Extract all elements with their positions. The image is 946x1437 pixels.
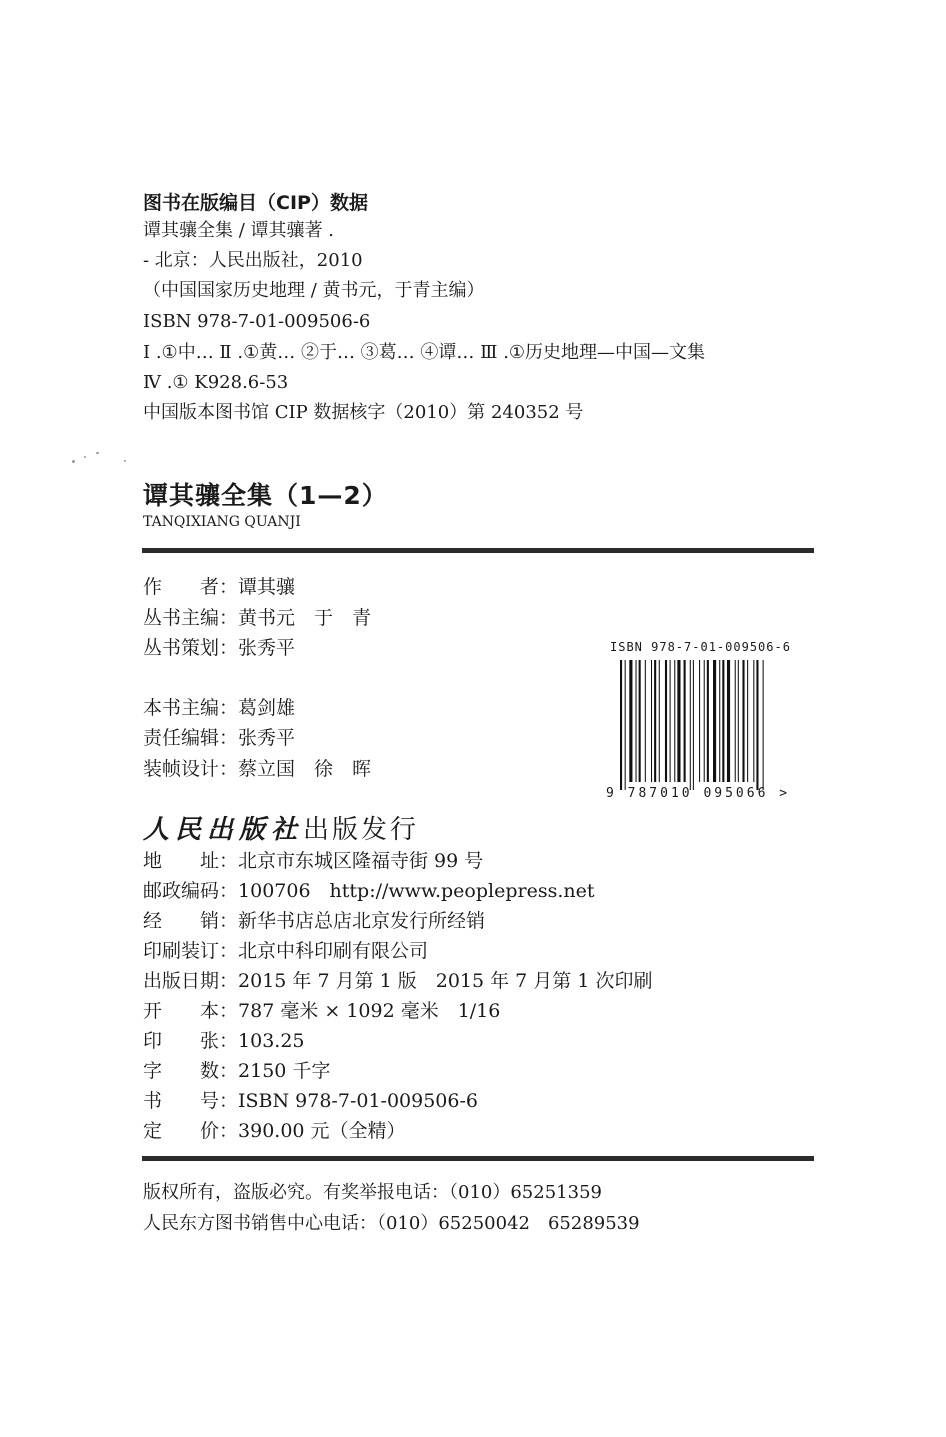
- detail-publish-date: 出版日期：2015 年 7 月第 1 版 2015 年 7 月第 1 次印刷: [143, 970, 653, 992]
- credit-designer: 装帧设计：蔡立国 徐 晖: [143, 758, 372, 780]
- credit-author: 作 者：谭其骧: [143, 576, 296, 598]
- cip-line: Ⅳ .① K928.6-53: [143, 372, 289, 393]
- margin-speck: [96, 452, 99, 454]
- detail-price: 定 价：390.00 元（全精）: [143, 1120, 406, 1142]
- barcode-digits: 9 787010 095066 >: [606, 786, 791, 801]
- cip-line: - 北京：人民出版社，2010: [143, 250, 363, 271]
- copyright-notice: 版权所有，盗版必究。有奖举报电话：（010）65251359: [143, 1182, 602, 1203]
- credit-series-editor: 丛书主编：黄书元 于 青: [143, 607, 372, 629]
- isbn-barcode-icon: [620, 660, 805, 790]
- detail-format: 开 本：787 毫米 × 1092 毫米 1/16: [143, 1000, 501, 1022]
- cip-line: ISBN 978-7-01-009506-6: [143, 311, 371, 332]
- sales-center-phone: 人民东方图书销售中心电话：（010）65250042 65289539: [143, 1213, 640, 1234]
- credit-responsible-editor: 责任编辑：张秀平: [143, 727, 296, 749]
- book-pinyin-title: TANQIXIANG QUANJI: [143, 514, 301, 530]
- detail-isbn: 书 号：ISBN 978-7-01-009506-6: [143, 1090, 478, 1112]
- cip-heading: 图书在版编目（CIP）数据: [143, 192, 368, 214]
- divider-top: [142, 548, 814, 553]
- cip-line: 谭其骧全集 / 谭其骧著 .: [143, 220, 334, 241]
- detail-postcode: 邮政编码：100706 http://www.peoplepress.net: [143, 880, 595, 902]
- detail-distributor: 经 销：新华书店总店北京发行所经销: [143, 910, 486, 932]
- margin-speck: [72, 460, 75, 463]
- margin-speck: [124, 460, 126, 462]
- divider-bottom: [142, 1156, 814, 1161]
- detail-word-count: 字 数：2150 千字: [143, 1060, 331, 1082]
- barcode-isbn-text: ISBN 978-7-01-009506-6: [610, 640, 791, 654]
- detail-address: 地 址：北京市东城区隆福寺街 99 号: [143, 850, 484, 872]
- publisher-logo: 人民出版社: [143, 815, 304, 845]
- cip-line: Ⅰ .①中… Ⅱ .①黄… ②于… ③葛… ④谭… Ⅲ .①历史地理—中国—文集: [143, 342, 706, 363]
- credit-chief-editor: 本书主编：葛剑雄: [143, 697, 296, 719]
- book-title: 谭其骧全集（1—2）: [143, 481, 388, 510]
- cip-line: （中国国家历史地理 / 黄书元，于青主编）: [143, 280, 485, 301]
- margin-speck: [84, 456, 86, 458]
- credit-series-planner: 丛书策划：张秀平: [143, 637, 296, 659]
- detail-printer: 印刷装订：北京中科印刷有限公司: [143, 940, 429, 962]
- cip-line: 中国版本图书馆 CIP 数据核字（2010）第 240352 号: [143, 402, 584, 423]
- detail-sheets: 印 张：103.25: [143, 1030, 305, 1052]
- publisher-line: 人民出版社出版发行: [143, 815, 420, 845]
